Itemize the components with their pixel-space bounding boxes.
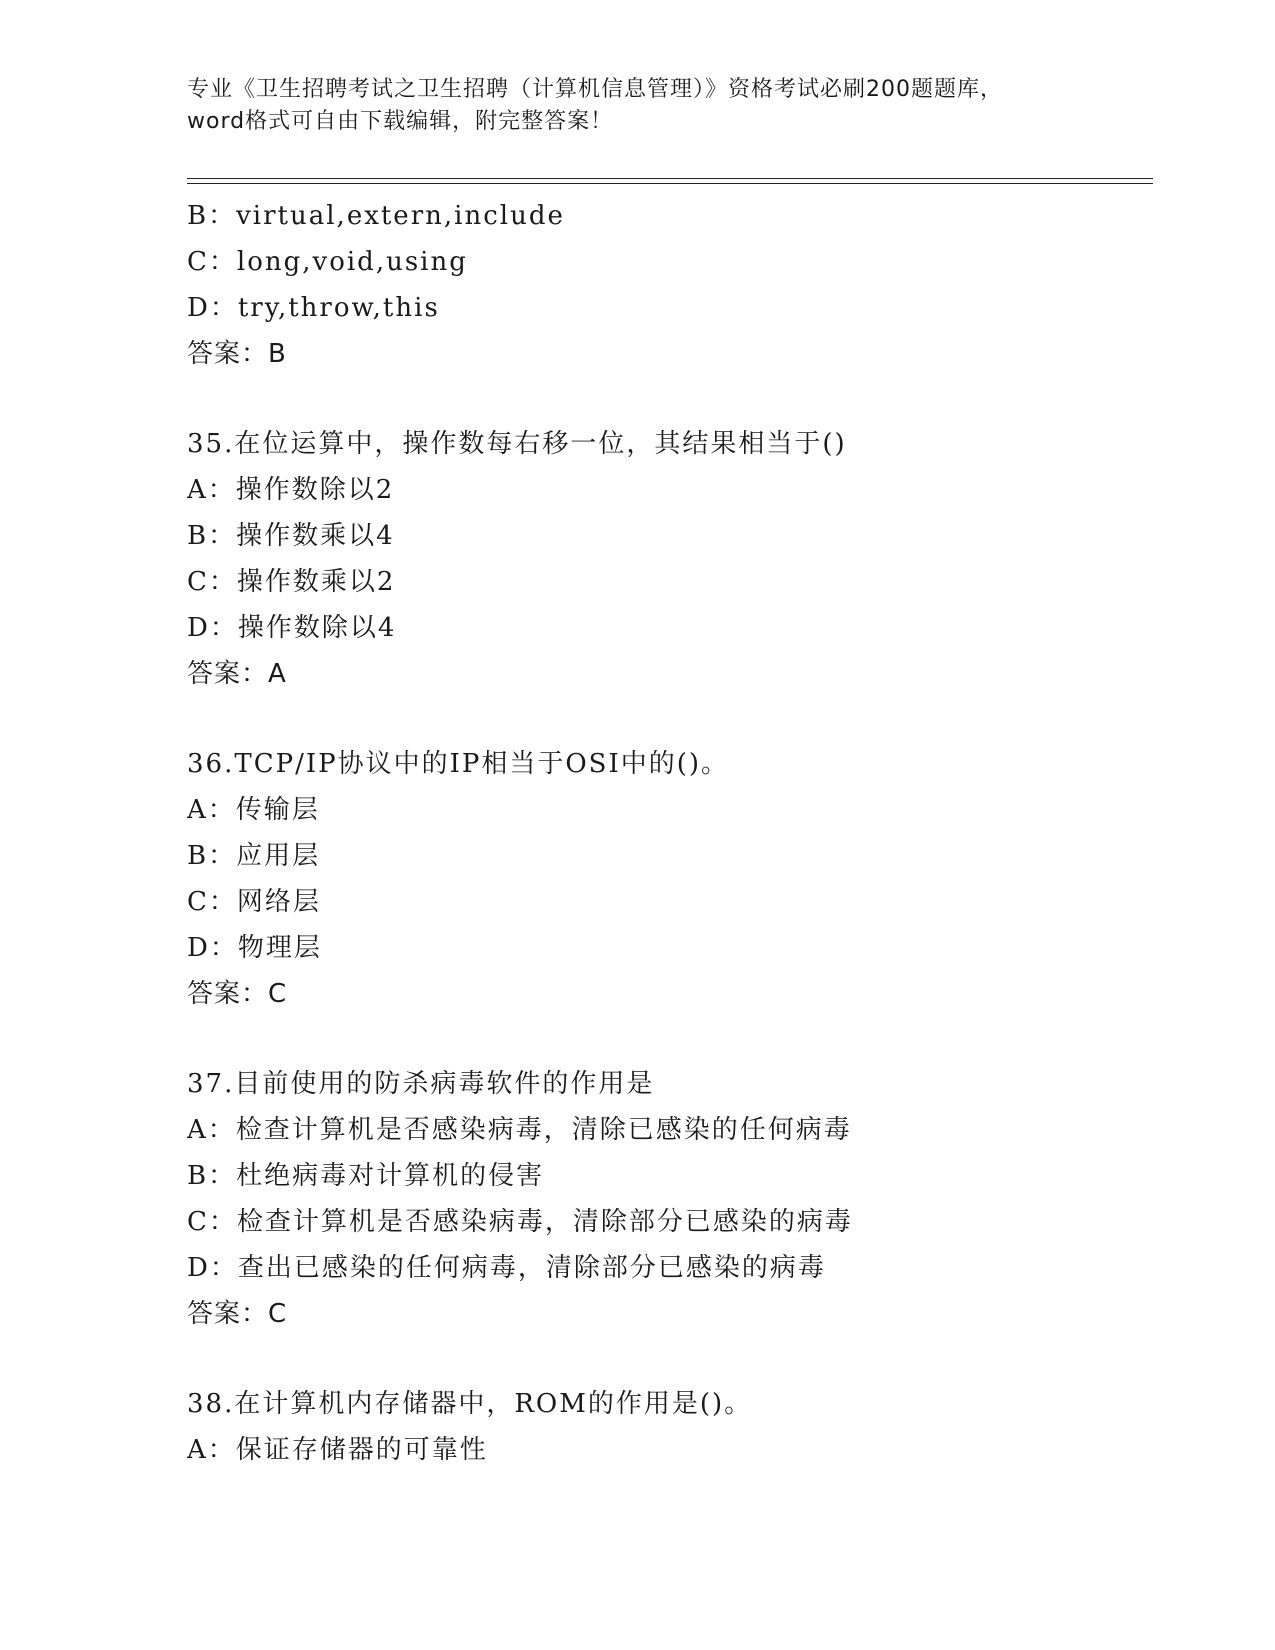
answer-line: 答案：B [187,339,287,369]
answer-line: 答案：A [187,659,287,689]
option-d: D：物理层 [187,933,322,963]
option-c: C：操作数乘以2 [187,567,396,597]
question-stem: 35.在位运算中，操作数每右移一位，其结果相当于() [187,429,847,459]
answer-line: 答案：C [187,1299,288,1329]
option-a: A：保证存储器的可靠性 [187,1435,488,1465]
option-a: A：检查计算机是否感染病毒，清除已感染的任何病毒 [187,1115,852,1145]
option-c: C：long,void,using [187,247,468,277]
header-divider-bottom [187,183,1153,184]
option-d: D：操作数除以4 [187,613,397,643]
header-divider-top [187,178,1153,179]
question-stem: 37.目前使用的防杀病毒软件的作用是 [187,1069,655,1099]
question-fragment [187,193,1153,377]
option-b: B：virtual,extern,include [187,201,565,231]
option-b: B：应用层 [187,841,321,871]
option-c: C：检查计算机是否感染病毒，清除部分已感染的病毒 [187,1207,853,1237]
option-d: D：查出已感染的任何病毒，清除部分已感染的病毒 [187,1253,826,1283]
option-a: A：操作数除以2 [187,475,395,505]
question-stem: 38.在计算机内存储器中，ROM的作用是()。 [187,1389,753,1419]
option-b: B：杜绝病毒对计算机的侵害 [187,1161,545,1191]
question-37 [187,1061,1153,1337]
header-line-1: 专业《卫生招聘考试之卫生招聘（计算机信息管理）》资格考试必刷200题题库， [187,77,1003,102]
question-38 [187,1381,1153,1473]
option-a: A：传输层 [187,795,320,825]
question-36 [187,741,1153,1017]
question-35 [187,421,1153,697]
option-b: B：操作数乘以4 [187,521,395,551]
option-c: C：网络层 [187,887,321,917]
document-header [187,74,1087,138]
question-stem: 36.TCP/IP协议中的IP相当于OSI中的()。 [187,749,730,779]
option-d: D：try,throw,this [187,293,440,323]
header-line-2: word格式可自由下载编辑，附完整答案！ [187,109,614,134]
answer-line: 答案：C [187,979,288,1009]
question-list [187,193,1153,1473]
